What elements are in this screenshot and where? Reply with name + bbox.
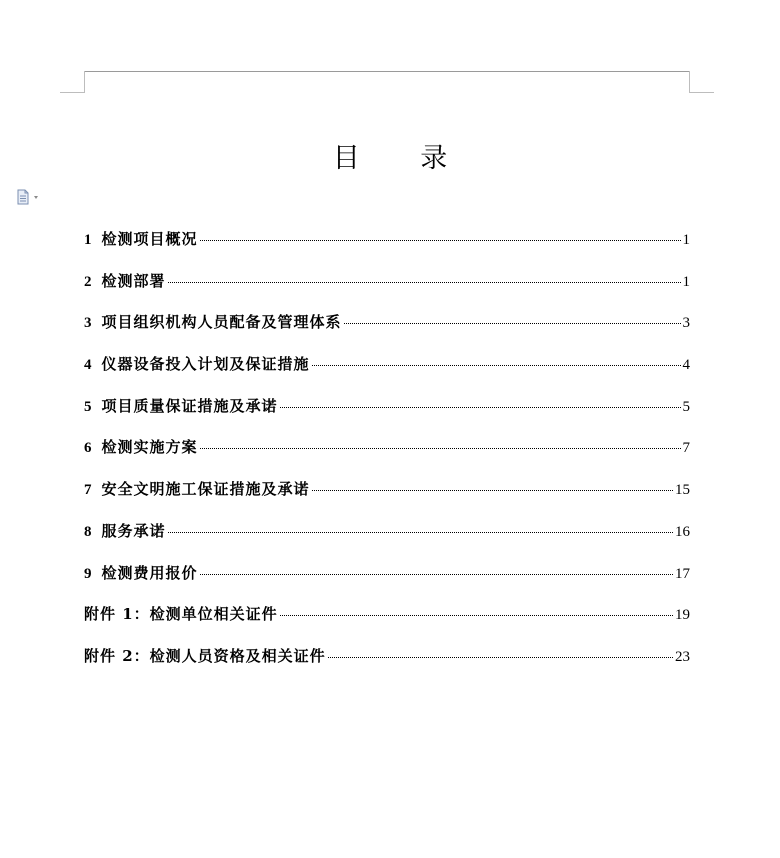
toc-number: 3 [84,315,92,332]
toc-heading: 安全文明施工保证措施及承诺 [101,480,310,499]
toc-number: 4 [84,357,92,374]
page-top-border [84,71,690,72]
toc-page-number: 16 [675,523,690,540]
toc-page-number: 19 [675,607,690,624]
toc-page-number: 5 [682,398,690,415]
toc-heading: 项目组织机构人员配备及管理体系 [101,313,342,332]
toc-heading: 附件 1：检测单位相关证件 [84,605,278,624]
table-of-contents [84,228,690,687]
page-corner-right [689,71,690,92]
toc-leader-dots [312,490,673,491]
toc-heading: 检测项目概况 [101,230,198,248]
toc-entry-8[interactable] [84,520,690,562]
toc-number: 8 [84,523,92,540]
toc-heading: 附件 2：检测人员资格及相关证件 [84,646,326,665]
toc-heading: 项目质量保证措施及承诺 [101,396,278,415]
toc-page-number: 1 [682,232,690,248]
chevron-down-icon [34,196,38,199]
toc-entry-2[interactable] [84,270,690,312]
document-icon[interactable] [16,188,46,206]
toc-leader-dots [168,282,681,283]
toc-leader-dots [280,407,681,408]
toc-number: 5 [84,398,92,415]
page-corner-left-h [60,92,85,93]
toc-leader-dots [344,323,681,324]
toc-page-number: 1 [682,273,690,290]
toc-page-number: 4 [682,357,690,374]
toc-page-number: 15 [675,482,690,499]
page-corner-left [84,71,85,92]
toc-entry-4[interactable] [84,353,690,395]
toc-heading: 检测部署 [101,271,166,290]
toc-leader-dots [280,615,673,616]
toc-page-number: 3 [682,315,690,332]
toc-entry-7[interactable] [84,478,690,520]
toc-entry-appendix-2[interactable] [84,645,690,687]
toc-leader-dots [328,657,673,658]
toc-entry-5[interactable] [84,395,690,437]
toc-heading: 服务承诺 [101,521,166,540]
toc-page-number: 23 [675,648,690,665]
toc-leader-dots [168,532,673,533]
toc-entry-6[interactable] [84,436,690,478]
page-corner-right-h [689,92,714,93]
toc-entry-appendix-1[interactable] [84,603,690,645]
toc-leader-dots [200,240,681,241]
toc-entry-1[interactable] [84,228,690,270]
toc-leader-dots [200,448,681,449]
toc-number: 2 [84,273,92,290]
toc-page-number: 17 [675,565,690,582]
toc-heading: 检测实施方案 [101,438,198,457]
toc-number: 6 [84,440,92,457]
toc-leader-dots [312,365,681,366]
toc-heading: 仪器设备投入计划及保证措施 [101,355,310,374]
toc-entry-3[interactable] [84,311,690,353]
toc-number: 7 [84,482,92,499]
toc-number: 9 [84,565,92,582]
toc-entry-9[interactable] [84,562,690,604]
toc-number: 1 [84,232,92,248]
document-icon-svg [16,189,42,205]
page-title: 目 录 [332,143,474,174]
toc-heading: 检测费用报价 [101,563,198,582]
toc-page-number: 7 [682,440,690,457]
toc-leader-dots [200,574,673,575]
